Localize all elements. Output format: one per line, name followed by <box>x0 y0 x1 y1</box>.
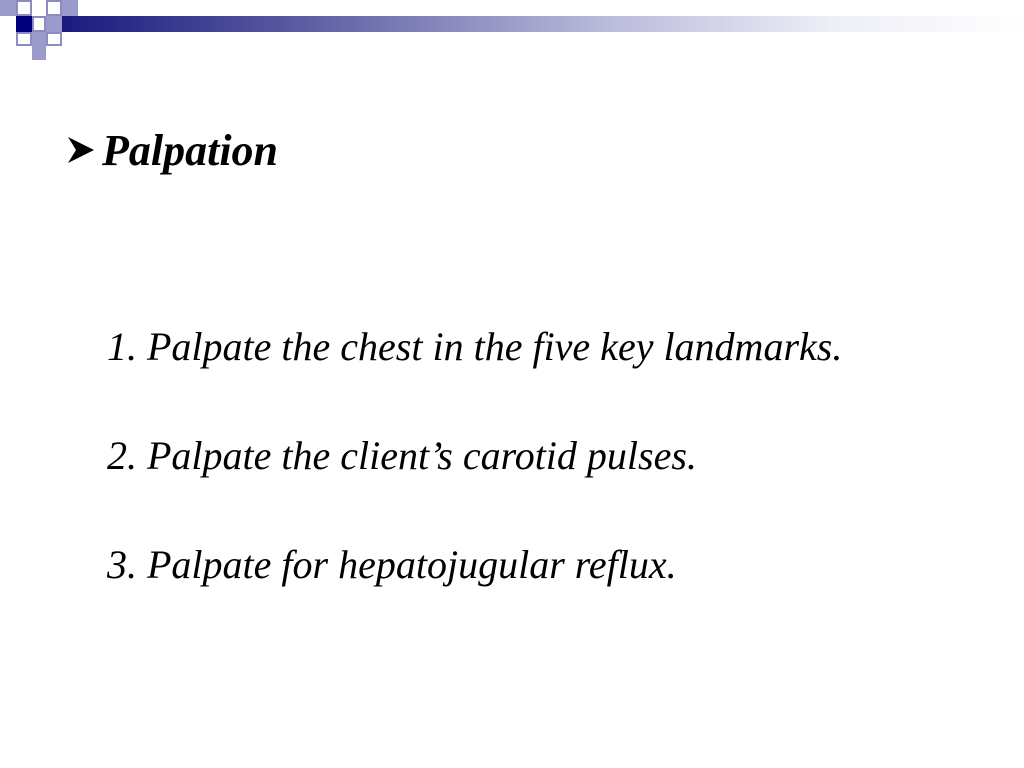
decor-square <box>0 0 16 16</box>
steps-list <box>107 320 842 592</box>
header-gradient-bar <box>62 16 1024 32</box>
decor-square <box>46 0 62 16</box>
step-item-1: 1. Palpate the chest in the five key landmarks. <box>107 324 843 369</box>
slide-heading <box>64 120 278 180</box>
arrowhead-bullet-icon <box>64 133 98 167</box>
decor-square <box>46 16 62 32</box>
decor-square <box>16 16 32 32</box>
decor-square <box>62 0 78 16</box>
step-item-2: 2. Palpate the client’s carotid pulses. <box>107 433 697 478</box>
decor-square <box>16 32 32 46</box>
decor-square <box>32 16 46 32</box>
decor-square <box>16 0 32 16</box>
heading-title: Palpation <box>102 125 279 175</box>
decor-square <box>46 32 62 46</box>
decor-square <box>32 46 46 60</box>
step-item-3: 3. Palpate for hepatojugular reflux. <box>107 542 677 587</box>
decor-square <box>32 32 46 46</box>
